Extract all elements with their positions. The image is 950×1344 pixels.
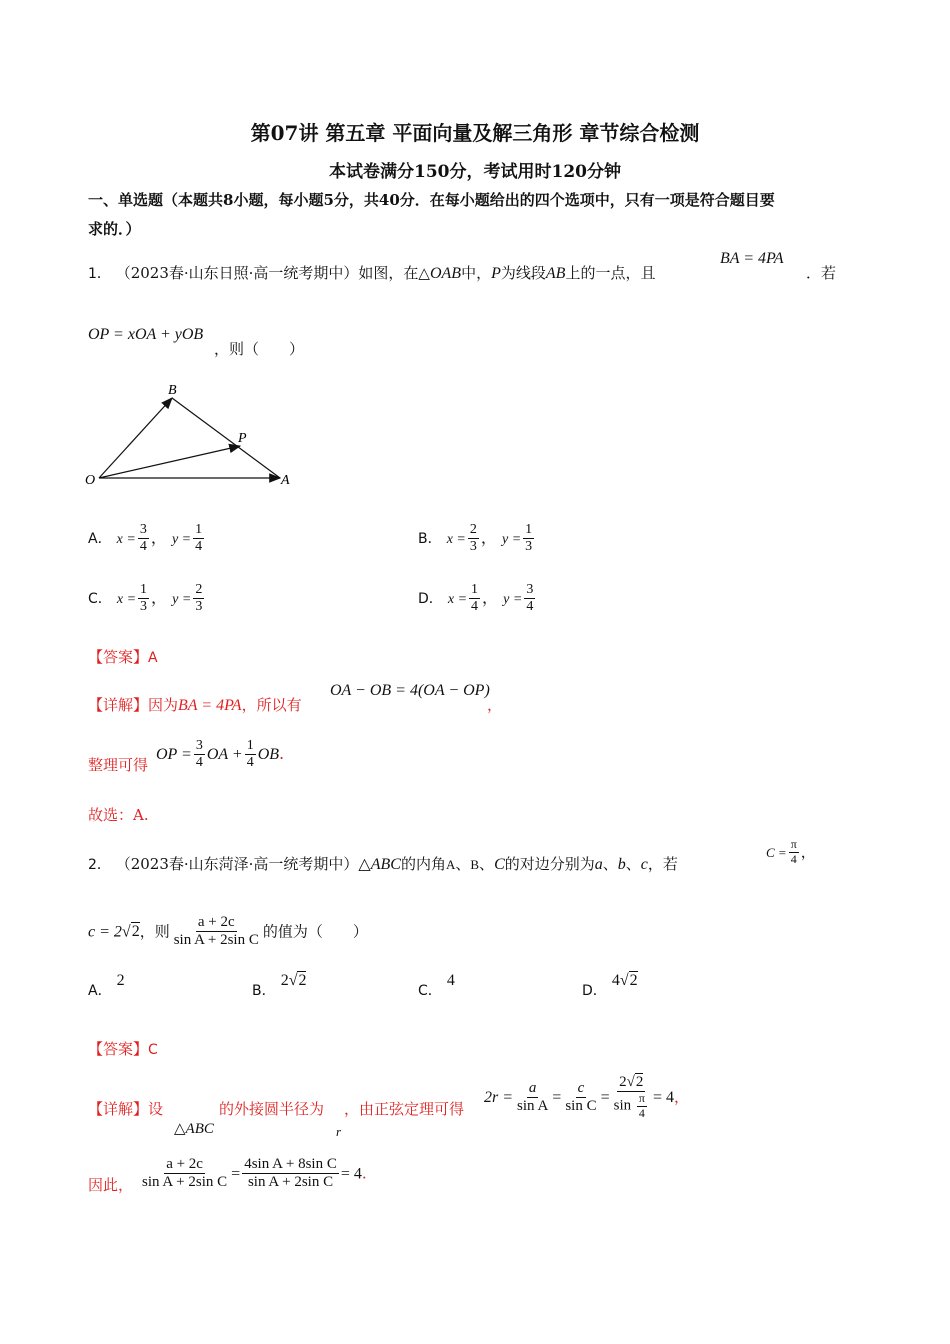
y-denominator: 4 <box>526 599 534 615</box>
option-c[interactable] <box>88 582 206 615</box>
x-denominator: 4 <box>139 539 147 555</box>
q1-detail-line1 <box>88 694 302 715</box>
eq-2r: 2r = <box>484 1088 514 1106</box>
side-c: c <box>640 856 648 873</box>
option-value: 2 <box>116 972 125 989</box>
q1-text: 上的一点，且 <box>565 264 656 282</box>
expr-denominator: sin A + 2sin C <box>173 932 259 949</box>
denominator: sin A + 2sin C <box>142 1174 228 1191</box>
page-subtitle: 本试卷满分150分，考试用时120分钟 <box>329 162 621 182</box>
side-a: a <box>594 856 603 873</box>
var-y: y = <box>503 592 523 608</box>
q2-sine-law-eq: 2r = $\frac{a}{\text{sin A}}$ = $\frac{c}{\text{sin C}}$ = 2√2 sin $\frac{\pi}{4}$ = 4， <box>484 1074 689 1121</box>
var-x: x = <box>116 592 137 608</box>
four: 4 <box>790 851 797 866</box>
q2-text: 的内角 <box>400 855 446 873</box>
var-x: x = <box>446 532 466 548</box>
q2-option-b[interactable]: B． 2√2 <box>252 972 307 999</box>
option-letter: C． <box>88 591 112 608</box>
q1-triangle: OAB <box>429 265 462 282</box>
numerator: a <box>527 1080 539 1098</box>
x-numerator: 2 <box>468 522 479 539</box>
var-y: y = <box>172 592 192 608</box>
denominator-sin: sin <box>613 1097 632 1114</box>
var-y: y = <box>171 532 192 548</box>
q2-line2: c = 2√2，则 $\frac{a + 2c}{\text{sin A + 2sin C}}$ 的值为（ ） <box>88 914 368 949</box>
eq-end: OB <box>257 746 280 764</box>
eq-sign: = <box>552 1088 562 1106</box>
eq-result: = 4 <box>340 1165 362 1183</box>
var-x: x = <box>447 592 468 608</box>
option-letter: D． <box>582 983 607 999</box>
answer-value: C <box>148 1042 158 1058</box>
q1-choose: 故选：A. <box>88 806 149 824</box>
page-title: 第07讲 第五章 平面向量及解三角形 章节综合检测 <box>250 121 700 145</box>
option-letter: B． <box>252 983 276 999</box>
side-b: b <box>617 856 626 873</box>
option-d[interactable] <box>418 582 537 615</box>
q2-text: ，则 <box>139 922 170 941</box>
q2-cond-c <box>766 838 816 867</box>
x-numerator: 1 <box>469 582 480 599</box>
numerator: 4sin A + 8sin C <box>242 1156 339 1174</box>
section-heading-line2: 求的．） <box>88 220 141 238</box>
comma: ， <box>800 842 816 861</box>
option-a[interactable] <box>88 522 206 555</box>
x-denominator: 3 <box>469 539 477 555</box>
comma: ， <box>482 588 499 608</box>
q1-detail-eq3 <box>156 738 284 771</box>
q2-detail-text3: ，由正弦定理可得 <box>344 1100 465 1118</box>
label-a: A <box>281 473 290 488</box>
option-value: 2 <box>298 972 307 989</box>
y-numerator: 3 <box>524 582 535 599</box>
detail-label: 【详解】 <box>88 696 149 714</box>
numerator: a + 2c <box>164 1156 205 1174</box>
q1-detail-eq2: OA − OB = 4(OA − OP) <box>330 682 490 699</box>
numerator: 3 <box>194 738 205 755</box>
denominator: sin A <box>517 1097 549 1114</box>
q1-text-ruo: ．若 <box>806 264 837 282</box>
detail-text: 因为 <box>148 696 179 714</box>
y-numerator: 1 <box>193 522 204 539</box>
eq-mid: OA + <box>206 746 243 764</box>
detail-label: 【详解】 <box>88 1100 149 1118</box>
numerator-sqrt: 2 <box>635 1074 644 1090</box>
q1-text: 如图，在△ <box>358 264 430 282</box>
q2-therefore: 因此， <box>88 1176 134 1194</box>
q1-condition: BA = 4PA <box>720 250 784 267</box>
option-b[interactable] <box>418 522 536 555</box>
detail-text: ，所以有 <box>241 696 302 714</box>
four: 4 <box>638 1106 645 1121</box>
comma: ， <box>150 528 167 548</box>
x-numerator: 1 <box>138 582 149 599</box>
answer-label: 【答案】 <box>88 648 149 666</box>
denominator: 4 <box>195 755 203 771</box>
sep: 、 <box>455 855 471 873</box>
var-y: y = <box>501 532 522 548</box>
question-2-stem <box>88 853 678 874</box>
x-denominator: 3 <box>140 599 148 615</box>
pi: π <box>790 837 797 851</box>
question-source: （2023春·山东日照·高一统考期中） <box>115 264 359 282</box>
q2-option-a[interactable] <box>88 972 125 1000</box>
denominator: 4 <box>246 755 254 771</box>
numerator-coef: 2 <box>619 1074 627 1090</box>
cond-c: C = <box>766 844 787 860</box>
q1-point: P <box>491 265 501 282</box>
q2-text: 的对边分别为 <box>504 855 595 873</box>
detail-eq: BA = 4PA <box>178 697 242 714</box>
comma: ， <box>151 588 168 608</box>
q2-answer <box>88 1038 158 1059</box>
period: . <box>361 1164 367 1183</box>
answer-value: A <box>148 650 158 666</box>
q1-detail-text4: 整理可得 <box>88 756 149 774</box>
angle-c: C <box>494 856 505 873</box>
angle-b: B <box>470 857 480 872</box>
label-p: P <box>238 431 247 446</box>
option-value: 2 <box>629 972 638 989</box>
angle-a: A <box>445 857 456 872</box>
eq-result: = 4 <box>652 1088 674 1106</box>
comma: ， <box>673 1087 689 1106</box>
numerator: 1 <box>245 738 256 755</box>
q1-text: 为线段 <box>500 264 546 282</box>
option-letter: B． <box>418 531 442 548</box>
y-denominator: 4 <box>195 539 203 555</box>
option-coef: 2 <box>280 972 289 989</box>
cond-side: c = 2 <box>88 923 122 941</box>
option-value: 4 <box>446 972 455 989</box>
var-x: x = <box>116 532 136 548</box>
q2-detail-label <box>88 1098 163 1119</box>
denominator: sin C <box>565 1097 597 1114</box>
eq-sign: = <box>600 1088 610 1106</box>
q2-text: 的值为（ ） <box>262 922 368 941</box>
q1-text: 中， <box>461 264 492 282</box>
q2-final-eq <box>138 1156 367 1192</box>
x-denominator: 4 <box>471 599 479 615</box>
segment-ab <box>172 398 280 478</box>
section-heading-line1: 一、单选题（本题共8小题，每小题5分，共40分．在每小题给出的四个选项中，只有一项是符合题目要 <box>88 191 775 209</box>
option-coef: 4 <box>611 972 620 989</box>
q2-triangle: △ABC <box>358 856 401 873</box>
y-numerator: 1 <box>523 522 534 539</box>
answer-label: 【答案】 <box>88 1040 149 1058</box>
q2-text: ，若 <box>647 855 678 873</box>
vector-ob <box>99 398 172 478</box>
sqrt-two: 2 <box>131 923 140 941</box>
pi: π <box>638 1091 645 1106</box>
q1-prompt: ，则（ ） <box>214 340 305 358</box>
y-denominator: 3 <box>525 539 533 555</box>
question-number: 2． <box>88 857 111 873</box>
q2-option-d[interactable]: D． 4√2 <box>582 972 638 999</box>
option-letter: A． <box>88 531 112 548</box>
x-numerator: 3 <box>138 522 149 539</box>
q2-detail-text2: 的外接圆半径为 <box>219 1100 325 1118</box>
q1-segment: AB <box>545 265 566 282</box>
eq-lhs: OP = <box>156 746 192 764</box>
q2-detail-tri: △ABC <box>174 1121 214 1137</box>
y-denominator: 3 <box>195 599 203 615</box>
numerator: c <box>576 1080 587 1098</box>
vector-op <box>99 446 240 478</box>
q2-option-c[interactable] <box>418 972 455 1000</box>
option-letter: C． <box>418 983 442 999</box>
sep: 、 <box>479 855 495 873</box>
detail-text: 设 <box>148 1100 164 1118</box>
label-o: O <box>85 473 96 488</box>
denominator: sin A + 2sin C <box>247 1174 334 1191</box>
q1-condition2: OP = xOA + yOB <box>88 326 204 343</box>
sep: 、 <box>602 855 618 873</box>
question-source: （2023春·山东菏泽·高一统考期中） <box>115 855 359 873</box>
comma: ， <box>480 528 497 548</box>
question-1-stem <box>88 262 655 283</box>
label-b: B <box>168 383 177 398</box>
triangle-figure <box>80 380 300 490</box>
option-letter: D． <box>418 591 443 608</box>
question-number: 1． <box>88 266 111 282</box>
eq-sign: = <box>231 1165 241 1183</box>
sep: 、 <box>625 855 641 873</box>
option-letter: A． <box>88 983 112 999</box>
period: . <box>279 744 285 764</box>
expr-numerator: a + 2c <box>196 914 237 932</box>
q1-detail-comma: ， <box>487 696 503 714</box>
q1-answer <box>88 646 158 667</box>
y-numerator: 2 <box>193 582 204 599</box>
q2-detail-r: r <box>336 1124 342 1139</box>
